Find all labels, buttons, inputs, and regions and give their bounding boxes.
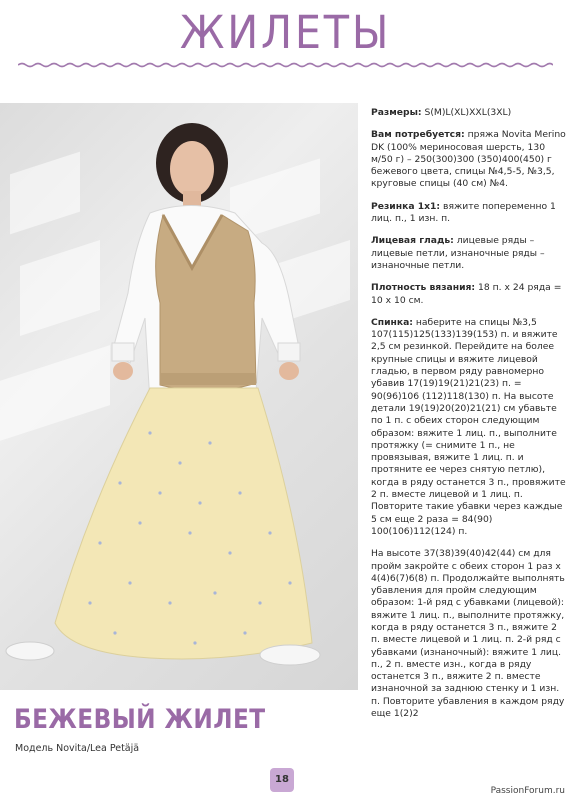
model-photo — [0, 103, 358, 690]
page-number-badge: 18 — [270, 768, 294, 792]
instruction-paragraph: Спинка: наберите на спицы №3,5 107(115)125(133)139(153) п. и вяжите 2,5 см резинкой. Перейдите на более крупные спицы и вяжите лицевой гладью, в первом ряду равномерно убавив 17(19)19(21)21(23) п. = 90(96)106 (112)118(130) п. На высоте детали 19(19)20(20)21(21) см убавьте по 1 п. с обеих сторон следующим образом: вяжите 1 лиц. п., выполните протяжку (= снимите 1 п., не провязывая, вяжите 1 лиц. п. и протяните ее через снятую петлю), когда в ряду останется 3 п., провяжите 2 п. вместе лицевой и 1 лиц. п. Повторите такие убавки через каждые 5 см еще 2 раза = 84(90) 100(106)112(124) п. — [371, 316, 566, 537]
model-credit: Модель Novita/Lea Petäjä — [15, 743, 140, 754]
model-figure-illustration — [0, 103, 358, 690]
instruction-paragraph: Плотность вязания: 18 п. х 24 ряда = 10 х 10 см. — [371, 282, 562, 306]
section-title: ЖИЛЕТЫ — [179, 6, 392, 59]
instruction-paragraph: Размеры: S(M)L(XL)XXL(3XL) — [371, 107, 512, 118]
instructions-column — [371, 107, 567, 730]
watermark: PassionForum.ru — [490, 786, 565, 796]
instruction-paragraph: Лицевая гладь: лицевые ряды – лицевые петли, изнаночные ряды – изнаночные петли. — [371, 235, 545, 271]
instruction-paragraph: Резинка 1х1: вяжите попеременно 1 лиц. п., 1 изн. п. — [371, 200, 556, 225]
instruction-paragraph: Вам потребуется: пряжа Novita Merino DK (100% мериносовая шерсть, 130 м/50 г) – 250(300)300 (350)400(450) г бежевого цвета, спицы №4,5-5, №3,5, круговые спицы (40 см) №4. — [371, 129, 566, 190]
garment-title: БЕЖЕВЫЙ ЖИЛЕТ — [14, 704, 266, 735]
instruction-paragraph: На высоте 37(38)39(40)42(44) см для пройм закройте с обеих сторон 1 раз х 4(4)6(7)6(8) п. Продолжайте выполнять убавления для пройм следующим образом: 1-й ряд с убавками (лицевой): вяжите 1 лиц. п., выполните протяжку, когда в ряду останется 3 п., вяжите 2 п. вместе лицевой и 1 лиц. п. 2-й ряд с убавками (изнаночный): вяжите 1 лиц. п., 2 п. вместе изн., когда в ряду останется 3 п., вяжите 2 п. вместе изнаночной за заднюю стенку и 1 изн. п. Повторите убавления в каждом ряду еще 1(2)2 — [371, 548, 565, 720]
wavy-divider — [18, 62, 553, 68]
